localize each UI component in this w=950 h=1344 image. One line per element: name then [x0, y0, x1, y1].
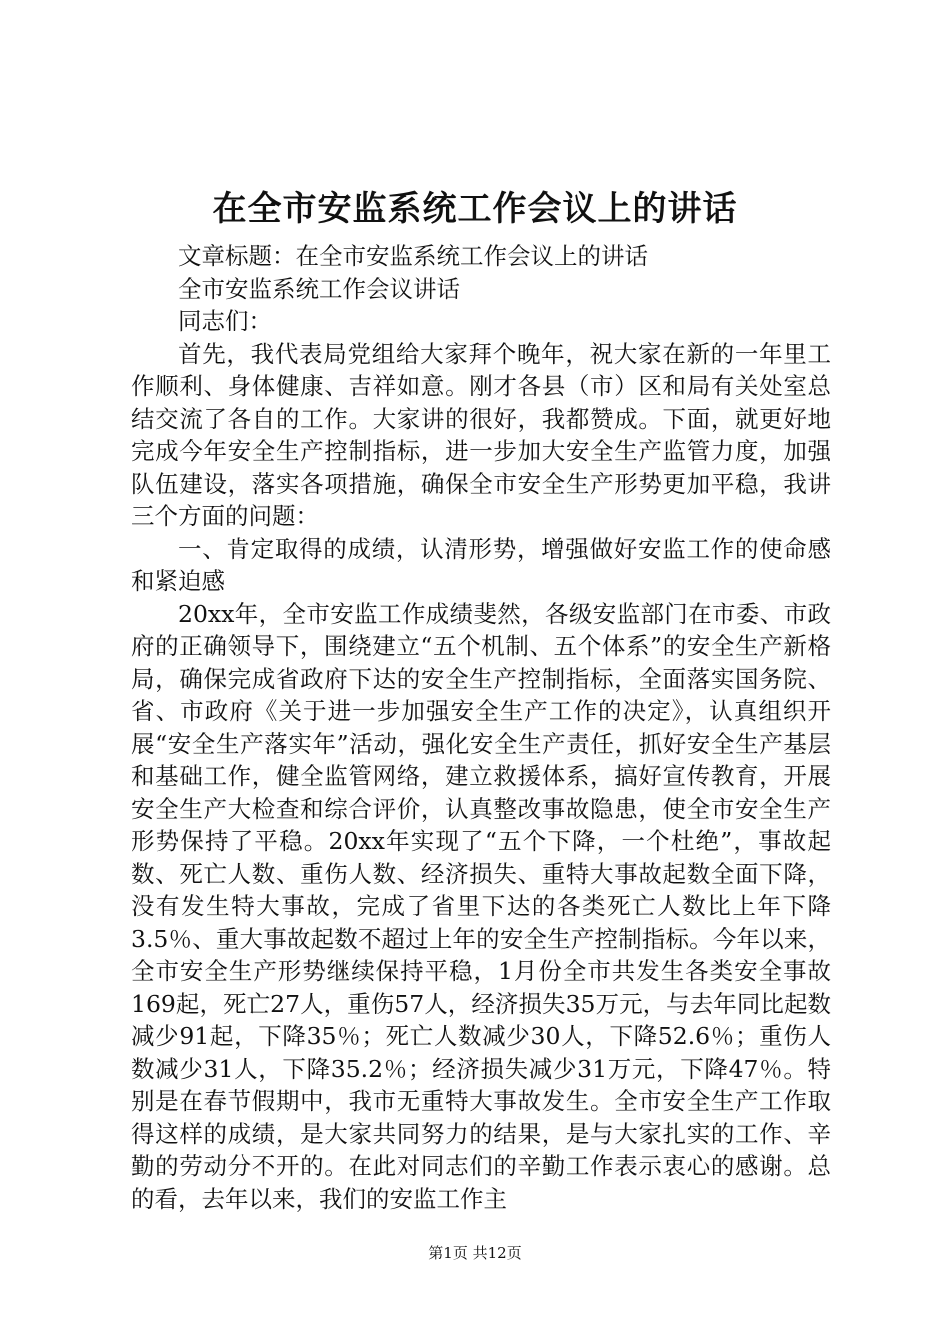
article-title-line: 文章标题：在全市安监系统工作会议上的讲话 — [178, 242, 648, 270]
document-body — [131, 240, 831, 1215]
page-footer: 第1页 共12页 — [428, 1244, 522, 1262]
salutation: 同志们： — [178, 307, 272, 335]
paragraph-achievements: 20xx年，全市安监工作成绩斐然，各级安监部门在市委、市政府的正确领导下，围绕建立“五个机制、五个体系”的安全生产新格局，确保完成省政府下达的安全生产控制指标，全面落实国务院、省、市政府《关于进一步加强安全生产工作的决定》，认真组织开展“安全生产落实年”活动，强化安全生产责任，抓好安全生产基层和基础工作，健全监管网络，建立救援体系，搞好宣传教育，开展安全生产大检查和综合评价，认真整改事故隐患，使全市安全生产形势保持了平稳。20xx年实现了“五个下降，一个杜绝”，事故起数、死亡人数、重伤人数、经济损失、重特大事故起数全面下降，没有发生特大事故，完成了省里下达的各类死亡人数比上年下降3.5％、重大事故起数不超过上年的安全生产控制指标。今年以来，全市安全生产形势继续保持平稳，1月份全市共发生各类安全事故169起，死亡27人，重伤57人，经济损失35万元，与去年同比起数减少91起，下降35％；死亡人数减少30人，下降52.6％；重伤人数减少31人，下降35.2％；经济损失减少31万元，下降47％。特别是在春节假期中，我市无重特大事故发生。全市安全生产工作取得这样的成绩，是大家共同努力的结果，是与大家扎实的工作、辛勤的劳动分不开的。在此对同志们的辛勤工作表示衷心的感谢。总的看，去年以来，我们的安监工作主 — [131, 599, 831, 1213]
subtitle-line: 全市安监系统工作会议讲话 — [178, 274, 460, 303]
section-heading-1: 一、肯定取得的成绩，认清形势，增强做好安监工作的使命感和紧迫感 — [131, 534, 831, 595]
document-title: 在全市安监系统工作会议上的讲话 — [212, 189, 738, 229]
paragraph-opening: 首先，我代表局党组给大家拜个晚年，祝大家在新的一年里工作顺利、身体健康、吉祥如意。刚才各县（市）区和局有关处室总结交流了各自的工作。大家讲的很好，我都赞成。下面，就更好地完成今年安全生产控制指标，进一步加大安全生产监管力度，加强队伍建设，落实各项措施，确保全市安全生产形势更加平稳，我讲三个方面的问题： — [131, 339, 831, 530]
